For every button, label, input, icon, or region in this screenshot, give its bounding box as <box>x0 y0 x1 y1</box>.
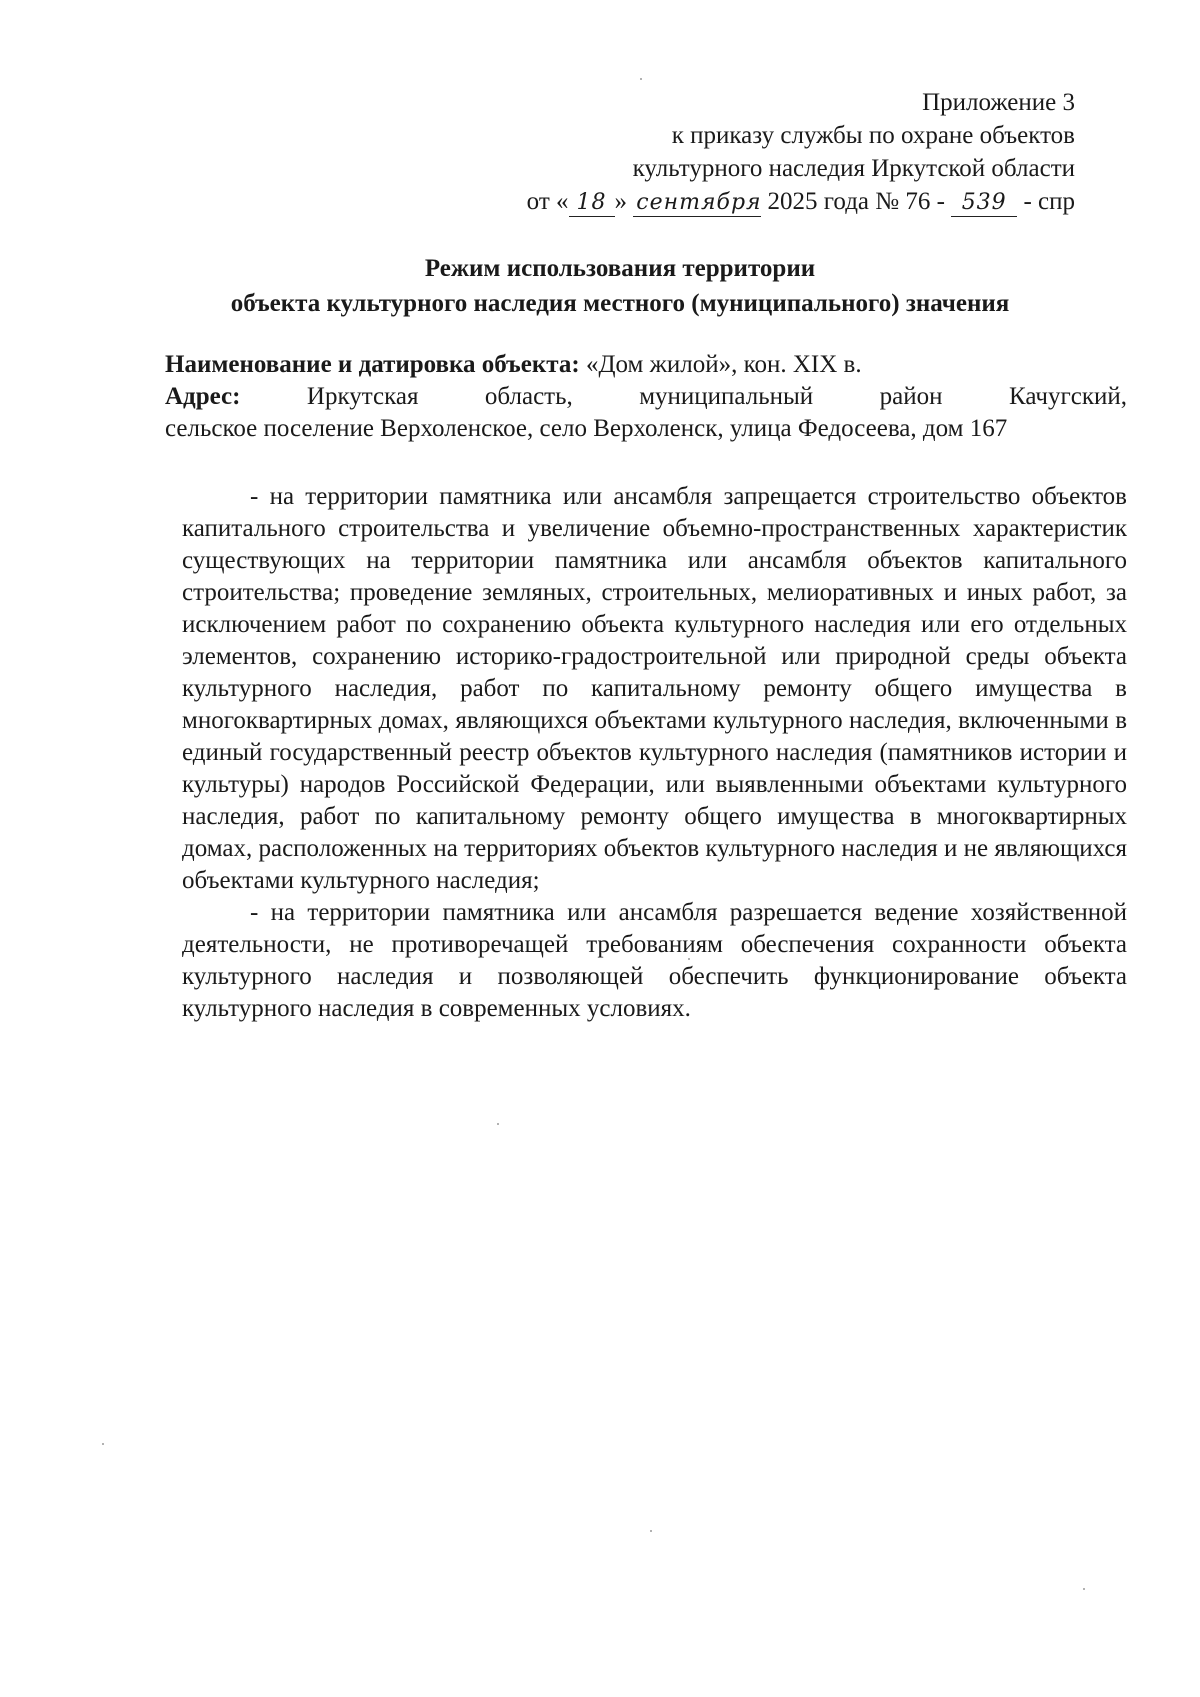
scan-speck <box>640 78 642 80</box>
handwritten-day: 18 <box>569 190 615 217</box>
object-name-value: «Дом жилой», кон. XIX в. <box>585 351 862 378</box>
appendix-order-ref: к приказу службы по охране объектов <box>671 122 1075 149</box>
object-info <box>165 349 1127 445</box>
date-year-text: 2025 года № 76 - <box>767 188 945 215</box>
date-suffix: - спр <box>1023 188 1075 215</box>
regime-body <box>182 481 1127 1025</box>
object-name-row <box>165 349 1127 381</box>
scan-speck <box>102 1443 104 1445</box>
appendix-date-line <box>527 185 1075 218</box>
title-line-2: объекта культурного наследия местного (муниципального) значения <box>230 290 1010 317</box>
handwritten-month: сентября <box>633 190 761 217</box>
appendix-authority: культурного наследия Иркутской области <box>632 155 1075 182</box>
object-name-label: Наименование и датировка объекта: <box>165 351 580 378</box>
paragraph-permission: - на территории памятника или ансамбля разрешается ведение хозяйственной деятельности, не противоречащей требованиям обеспечения сохранности объекта культурного наследия и позволяющей обеспечить функционирование объекта культурного наследия в современных условиях. <box>182 899 1127 1022</box>
date-prefix: от « <box>526 188 569 215</box>
appendix-header <box>527 86 1075 218</box>
scan-speck <box>1083 1588 1085 1590</box>
scan-speck <box>688 958 690 960</box>
date-mid: » <box>614 188 628 215</box>
document-title <box>165 251 1075 321</box>
scan-speck <box>497 1123 499 1125</box>
address-line-1: Иркутская область, муниципальный район Качугский, <box>306 383 1127 410</box>
title-line-1: Режим использования территории <box>424 255 816 282</box>
address-row-2: сельское поселение Верхоленское, село Верхоленск, улица Федосеева, дом 167 <box>165 415 1008 442</box>
scan-speck <box>650 1530 652 1532</box>
handwritten-order-number: 539 <box>951 190 1017 217</box>
paragraph-prohibition: - на территории памятника или ансамбля запрещается строительство объектов капитального строительства и увеличение объемно-пространственных характеристик существующих на территории памятника или ансамбля объектов капитального строительства; проведение земляных, строительных, мелиоративных и иных работ, за исключением работ по сохранению объекта культурного наследия или его отдельных элементов, сохранению историко-градостроительной или природной среды объекта культурного наследия, работ по капитальному ремонту общего имущества в многоквартирных домах, являющихся объектами культурного наследия, включенными в единый государственный реестр объектов культурного наследия (памятников истории и культуры) народов Российской Федерации, или выявленными объектами культурного наследия, работ по капитальному ремонту общего имущества в многоквартирных домах, расположенных на территориях объектов культурного наследия и не являющихся объектами культурного наследия; <box>182 483 1127 894</box>
address-label: Адрес: <box>165 383 241 410</box>
appendix-title: Приложение 3 <box>922 89 1075 116</box>
address-row <box>165 381 1127 413</box>
